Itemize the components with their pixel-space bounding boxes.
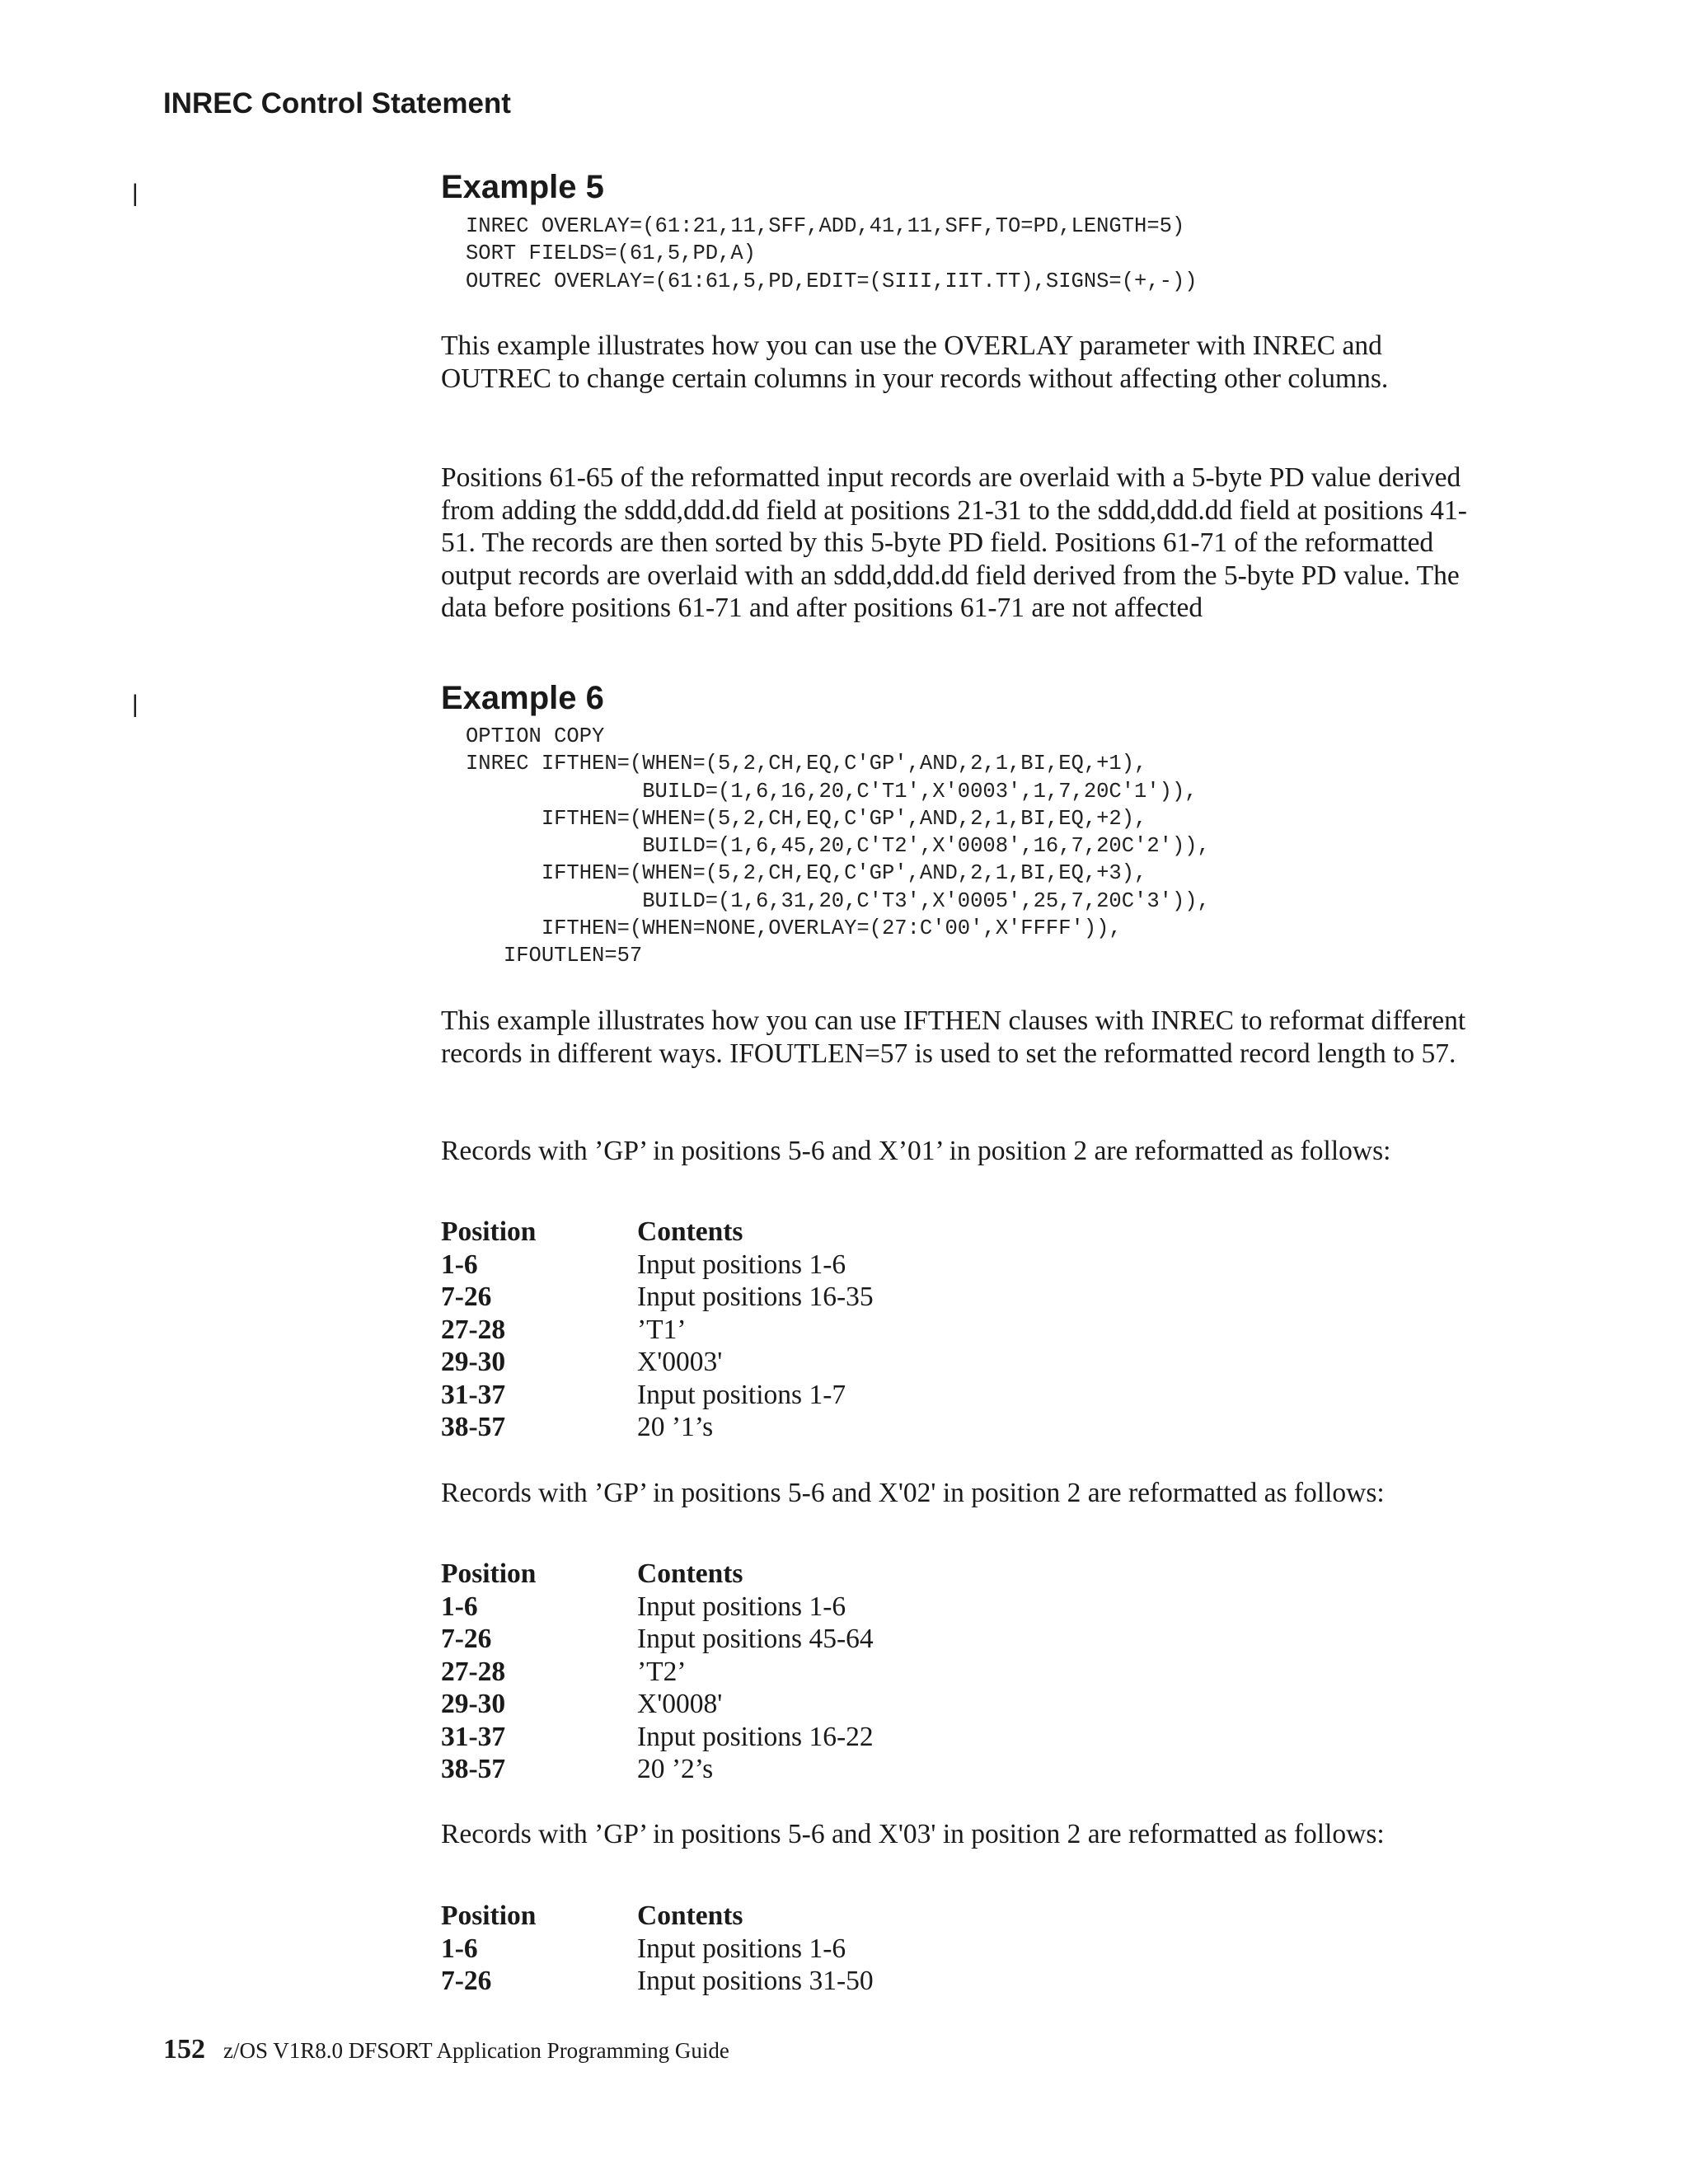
table-row bbox=[441, 1623, 874, 1656]
contents-cell: 20 ’1’s bbox=[637, 1412, 714, 1442]
change-bar: | bbox=[132, 180, 138, 207]
contents-cell: Input positions 16-35 bbox=[637, 1282, 874, 1312]
table-row bbox=[441, 1411, 874, 1444]
table-row bbox=[441, 1688, 874, 1721]
example6-code bbox=[466, 723, 1210, 970]
code-line: IFOUTLEN=57 bbox=[466, 944, 643, 968]
example6-para1: This example illustrates how you can use IFTHEN clauses with INREC to reformat different records in different ways. IFOUTLEN=57 is used to set the reformatted record length to 57. bbox=[441, 1005, 1466, 1069]
page-footer bbox=[163, 2034, 729, 2065]
table-row bbox=[441, 1346, 874, 1379]
table2-intro: Records with ’GP’ in positions 5-6 and X'02' in position 2 are reformatted as follows: bbox=[441, 1478, 1385, 1508]
contents-cell: Input positions 1-7 bbox=[637, 1379, 846, 1410]
code-line: OUTREC OVERLAY=(61:61,5,PD,EDIT=(SIII,IIT.TT),SIGNS=(+,-)) bbox=[466, 269, 1198, 293]
table-row bbox=[441, 1591, 874, 1624]
table-row bbox=[441, 1281, 874, 1314]
position-table-1 bbox=[441, 1216, 874, 1444]
position-cell: 31-37 bbox=[441, 1379, 506, 1410]
position-cell: 1-6 bbox=[441, 1591, 478, 1622]
table-row bbox=[441, 1379, 874, 1412]
code-line: INREC IFTHEN=(WHEN=(5,2,CH,EQ,C'GP',AND,2,1,BI,EQ,+1), bbox=[466, 752, 1147, 776]
table-header-row bbox=[441, 1558, 874, 1591]
position-cell: 27-28 bbox=[441, 1656, 506, 1687]
position-cell: 27-28 bbox=[441, 1314, 506, 1345]
contents-cell: Input positions 1-6 bbox=[637, 1933, 846, 1964]
position-cell: 31-37 bbox=[441, 1721, 506, 1752]
code-line: INREC OVERLAY=(61:21,11,SFF,ADD,41,11,SFF,TO=PD,LENGTH=5) bbox=[466, 214, 1185, 238]
position-cell: 7-26 bbox=[441, 1624, 492, 1654]
contents-cell: ’T1’ bbox=[637, 1314, 687, 1345]
code-line: OPTION COPY bbox=[466, 724, 605, 748]
position-table-2 bbox=[441, 1558, 874, 1786]
example5-heading: Example 5 bbox=[441, 169, 604, 205]
table3-intro: Records with ’GP’ in positions 5-6 and X'03' in position 2 are reformatted as follows: bbox=[441, 1819, 1385, 1849]
table-header-row bbox=[441, 1216, 874, 1249]
contents-header: Contents bbox=[637, 1558, 743, 1589]
position-table-3 bbox=[441, 1900, 874, 1998]
running-head: INREC Control Statement bbox=[163, 87, 511, 120]
position-cell: 38-57 bbox=[441, 1754, 506, 1784]
table-row bbox=[441, 1656, 874, 1689]
contents-cell: Input positions 1-6 bbox=[637, 1591, 846, 1622]
contents-cell: Input positions 45-64 bbox=[637, 1624, 874, 1654]
book-title: z/OS V1R8.0 DFSORT Application Programming Guide bbox=[223, 2038, 729, 2063]
position-header: Position bbox=[441, 1558, 537, 1589]
contents-cell: Input positions 16-22 bbox=[637, 1721, 874, 1752]
code-line: IFTHEN=(WHEN=(5,2,CH,EQ,C'GP',AND,2,1,BI,EQ,+2), bbox=[541, 806, 1147, 831]
position-cell: 7-26 bbox=[441, 1282, 492, 1312]
change-bar: | bbox=[132, 691, 138, 718]
position-cell: 29-30 bbox=[441, 1689, 506, 1719]
contents-header: Contents bbox=[637, 1900, 743, 1931]
contents-cell: X'0008' bbox=[637, 1689, 723, 1719]
contents-cell: X'0003' bbox=[637, 1347, 723, 1377]
table-row bbox=[441, 1753, 874, 1786]
table-row bbox=[441, 1249, 874, 1282]
position-cell: 1-6 bbox=[441, 1933, 478, 1964]
position-cell: 7-26 bbox=[441, 1966, 492, 1996]
contents-cell: 20 ’2’s bbox=[637, 1754, 714, 1784]
position-cell: 29-30 bbox=[441, 1347, 506, 1377]
contents-cell: ’T2’ bbox=[637, 1656, 687, 1687]
contents-header: Contents bbox=[637, 1216, 743, 1247]
code-line: IFTHEN=(WHEN=NONE,OVERLAY=(27:C'00',X'FFFF')), bbox=[541, 916, 1122, 941]
example5-para1: This example illustrates how you can use the OVERLAY parameter with INREC and OUTREC to change certain columns in your records without affecting other columns. bbox=[441, 330, 1389, 394]
table1-intro: Records with ’GP’ in positions 5-6 and X’01’ in position 2 are reformatted as follows: bbox=[441, 1136, 1391, 1166]
table-row bbox=[441, 1314, 874, 1347]
page-number: 152 bbox=[163, 2034, 205, 2064]
table-row bbox=[441, 1933, 874, 1966]
contents-cell: Input positions 1-6 bbox=[637, 1249, 846, 1280]
table-row bbox=[441, 1721, 874, 1754]
table-row bbox=[441, 1965, 874, 1998]
example5-para2: Positions 61-65 of the reformatted input records are overlaid with a 5-byte PD value derived from adding the sddd,ddd.dd field at positions 21-31 to the sddd,ddd.dd field at positions 41-51. The records are then sorted by this 5-byte PD field. Positions 61-71 of the reformatted output records are overlaid with an sddd,ddd.dd field derived from the 5-byte PD value. The data before positions 61-71 and after positions 61-71 are not affected bbox=[441, 462, 1467, 623]
code-line: SORT FIELDS=(61,5,PD,A) bbox=[466, 241, 756, 266]
example5-code bbox=[466, 213, 1198, 295]
code-line: IFTHEN=(WHEN=(5,2,CH,EQ,C'GP',AND,2,1,BI,EQ,+3), bbox=[541, 861, 1147, 886]
table-header-row bbox=[441, 1900, 874, 1933]
position-cell: 38-57 bbox=[441, 1412, 506, 1442]
code-line: BUILD=(1,6,45,20,C'T2',X'0008',16,7,20C'2')), bbox=[642, 834, 1210, 859]
position-header: Position bbox=[441, 1216, 537, 1247]
position-header: Position bbox=[441, 1900, 537, 1931]
example6-heading: Example 6 bbox=[441, 680, 604, 716]
contents-cell: Input positions 31-50 bbox=[637, 1966, 874, 1996]
position-cell: 1-6 bbox=[441, 1249, 478, 1280]
code-line: BUILD=(1,6,16,20,C'T1',X'0003',1,7,20C'1')), bbox=[642, 779, 1198, 804]
code-line: BUILD=(1,6,31,20,C'T3',X'0005',25,7,20C'3')), bbox=[642, 888, 1210, 913]
